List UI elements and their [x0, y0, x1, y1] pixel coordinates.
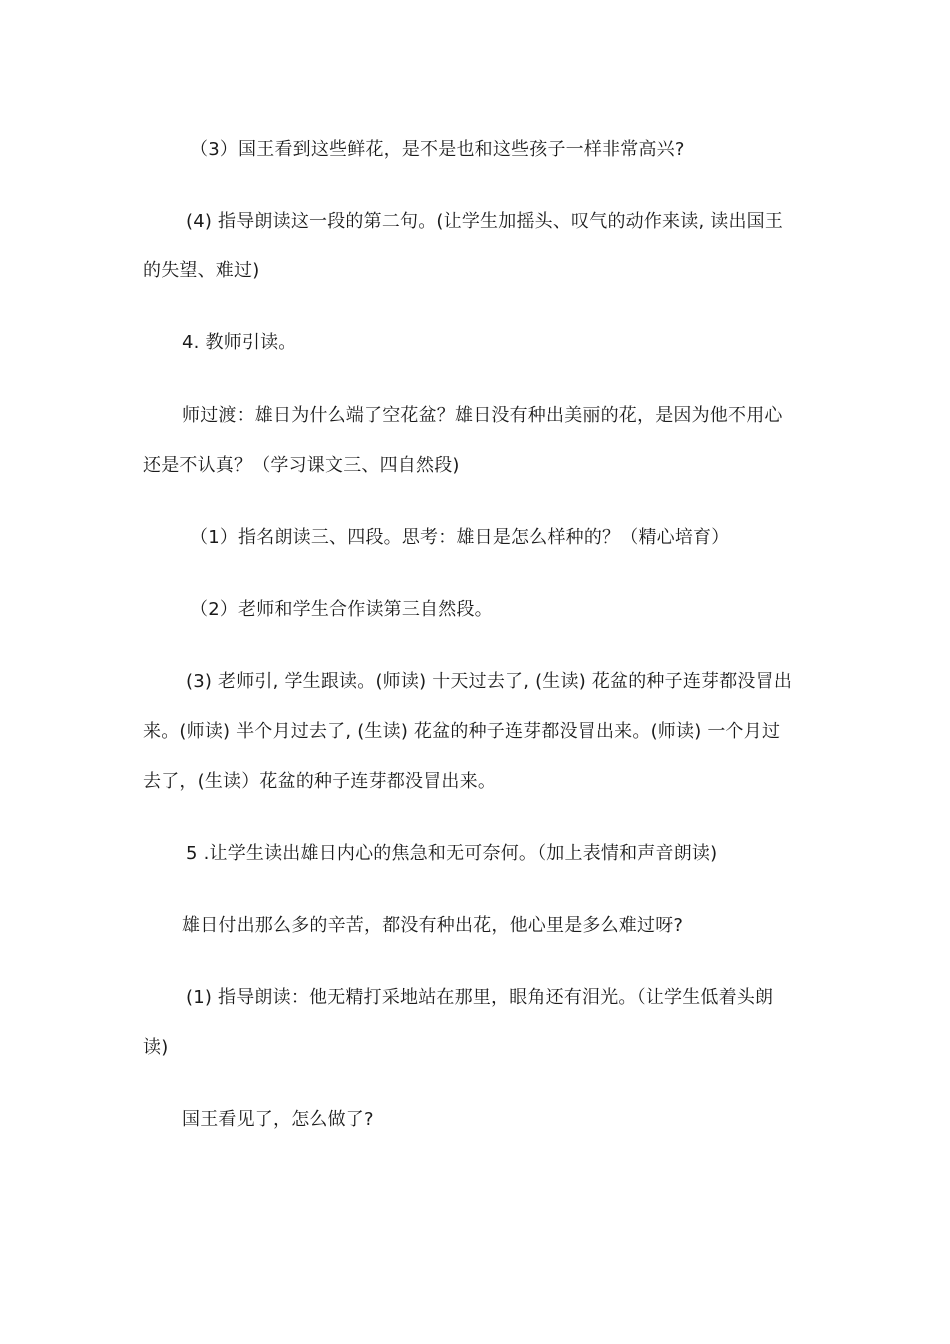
paragraph-line: (3) 老师引, 学生跟读。(师读) 十天过去了, (生读) 花盆的种子连芽都没冒出	[186, 671, 793, 692]
paragraph-line: (4) 指导朗读这一段的第二句。(让学生加摇头、叹气的动作来读, 读出国王	[186, 211, 784, 232]
paragraph-line: （3）国王看到这些鲜花，是不是也和这些孩子一样非常高兴?	[190, 139, 685, 160]
section-heading: 4. 教师引读。	[182, 332, 297, 353]
paragraph-line: 去了，(生读）花盆的种子连芽都没冒出来。	[143, 771, 497, 792]
paragraph-line: （2）老师和学生合作读第三自然段。	[190, 599, 493, 620]
paragraph-line: 的失望、难过)	[143, 260, 260, 281]
paragraph-line: (1) 指导朗读：他无精打采地站在那里，眼角还有泪光。（让学生低着头朗	[186, 987, 774, 1008]
paragraph-line: 还是不认真？（学习课文三、四自然段)	[143, 455, 460, 476]
paragraph-line: （1）指名朗读三、四段。思考：雄日是怎么样种的？（精心培育）	[190, 527, 730, 548]
paragraph-line: 雄日付出那么多的辛苦，都没有种出花，他心里是多么难过呀?	[182, 915, 684, 936]
paragraph-line: 国王看见了，怎么做了?	[182, 1109, 374, 1130]
paragraph-line: 师过渡：雄日为什么端了空花盆？雄日没有种出美丽的花，是因为他不用心	[182, 405, 783, 426]
paragraph-line: 来。(师读) 半个月过去了, (生读) 花盆的种子连芽都没冒出来。(师读) 一个月过	[143, 721, 781, 742]
paragraph-line: 读)	[143, 1037, 169, 1058]
section-heading: 5 .让学生读出雄日内心的焦急和无可奈何。（加上表情和声音朗读)	[186, 843, 718, 864]
